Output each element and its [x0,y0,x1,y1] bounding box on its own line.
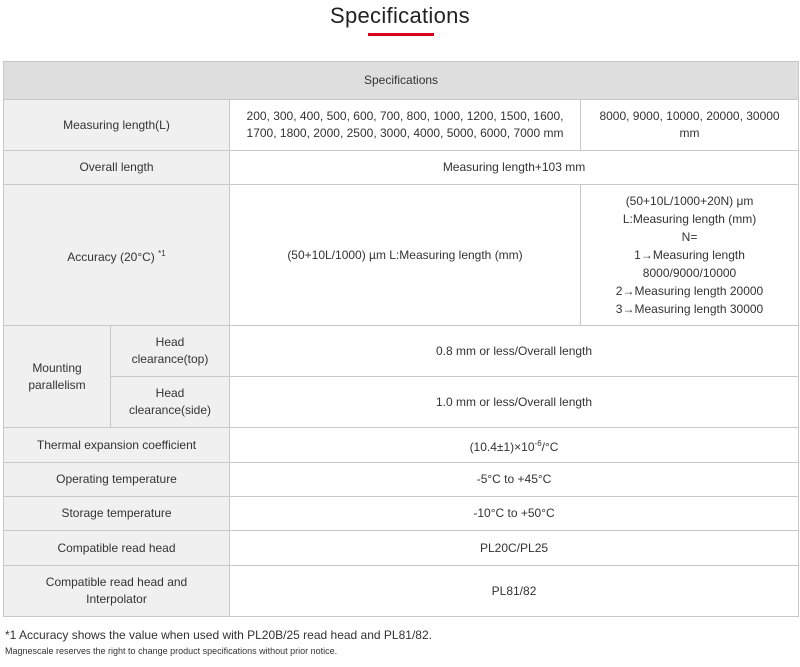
disclaimer: Magnescale reserves the right to change product specifications without prior notice. [5,646,338,656]
row-label-compatible-read-head-interpolator: Compatible read head and Interpolator [4,566,230,617]
page-title: Specifications [330,3,470,28]
table-row [4,463,799,497]
accuracy-label-text: Accuracy (20°C) [67,249,155,264]
row-label-head-clearance-top: Head clearance(top) [111,326,230,377]
accuracy-line: 3→Measuring length 30000 [615,302,764,316]
measuring-length-value-a: 200, 300, 400, 500, 600, 700, 800, 1000, 1200, 1500, 1600, 1700, 1800, 2000, 2500, 3000, 4000, 5000, 6000, 7000 mm [230,100,581,151]
row-label-thermal-expansion: Thermal expansion coefficient [4,428,230,463]
accuracy-line: L:Measuring length (mm) [622,212,757,226]
table-header: Specifications [4,62,799,100]
table-row [4,497,799,531]
thermal-expansion-value [230,428,799,463]
row-label-overall-length: Overall length [4,151,230,185]
thermal-expansion-unit: /°C [541,439,559,454]
table-row [4,531,799,566]
specifications-table [3,61,799,617]
accuracy-line: 1→Measuring length 8000/9000/10000 [634,248,745,280]
notes [5,627,795,659]
table-row [4,151,799,185]
row-label-mounting-parallelism: Mounting parallelism [4,326,111,428]
row-label-operating-temperature: Operating temperature [4,463,230,497]
accuracy-line: (50+10L/1000+20N) μm [625,194,754,208]
table-row [4,566,799,617]
overall-length-value: Measuring length+103 mm [230,151,799,185]
title-underline [368,33,434,36]
row-label-head-clearance-side: Head clearance(side) [111,377,230,428]
storage-temperature-value: -10°C to +50°C [230,497,799,531]
table-row [4,326,799,377]
table-header-row [4,62,799,100]
table-row [4,185,799,326]
measuring-length-value-b: 8000, 9000, 10000, 20000, 30000 mm [581,100,799,151]
operating-temperature-value: -5°C to +45°C [230,463,799,497]
row-label-storage-temperature: Storage temperature [4,497,230,531]
row-label-measuring-length: Measuring length(L) [4,100,230,151]
row-label-accuracy [4,185,230,326]
row-label-compatible-read-head: Compatible read head [4,531,230,566]
compatible-read-head-value: PL20C/PL25 [230,531,799,566]
table-row [4,100,799,151]
head-clearance-top-value: 0.8 mm or less/Overall length [230,326,799,377]
thermal-expansion-exponent: -6 [534,438,542,448]
accuracy-value-a: (50+10L/1000) µm L:Measuring length (mm) [230,185,581,326]
compatible-read-head-interpolator-value: PL81/82 [230,566,799,617]
accuracy-footnote-ref: *1 [158,248,166,258]
accuracy-line: 2→Measuring length 20000 [615,284,764,298]
footnote: *1 Accuracy shows the value when used with PL20B/25 read head and PL81/82. [5,628,432,642]
accuracy-value-b [581,185,799,326]
thermal-expansion-base: (10.4±1)×10 [469,439,535,454]
accuracy-line: N= [681,230,698,244]
table-row [4,377,799,428]
table-row [4,428,799,463]
head-clearance-side-value: 1.0 mm or less/Overall length [230,377,799,428]
